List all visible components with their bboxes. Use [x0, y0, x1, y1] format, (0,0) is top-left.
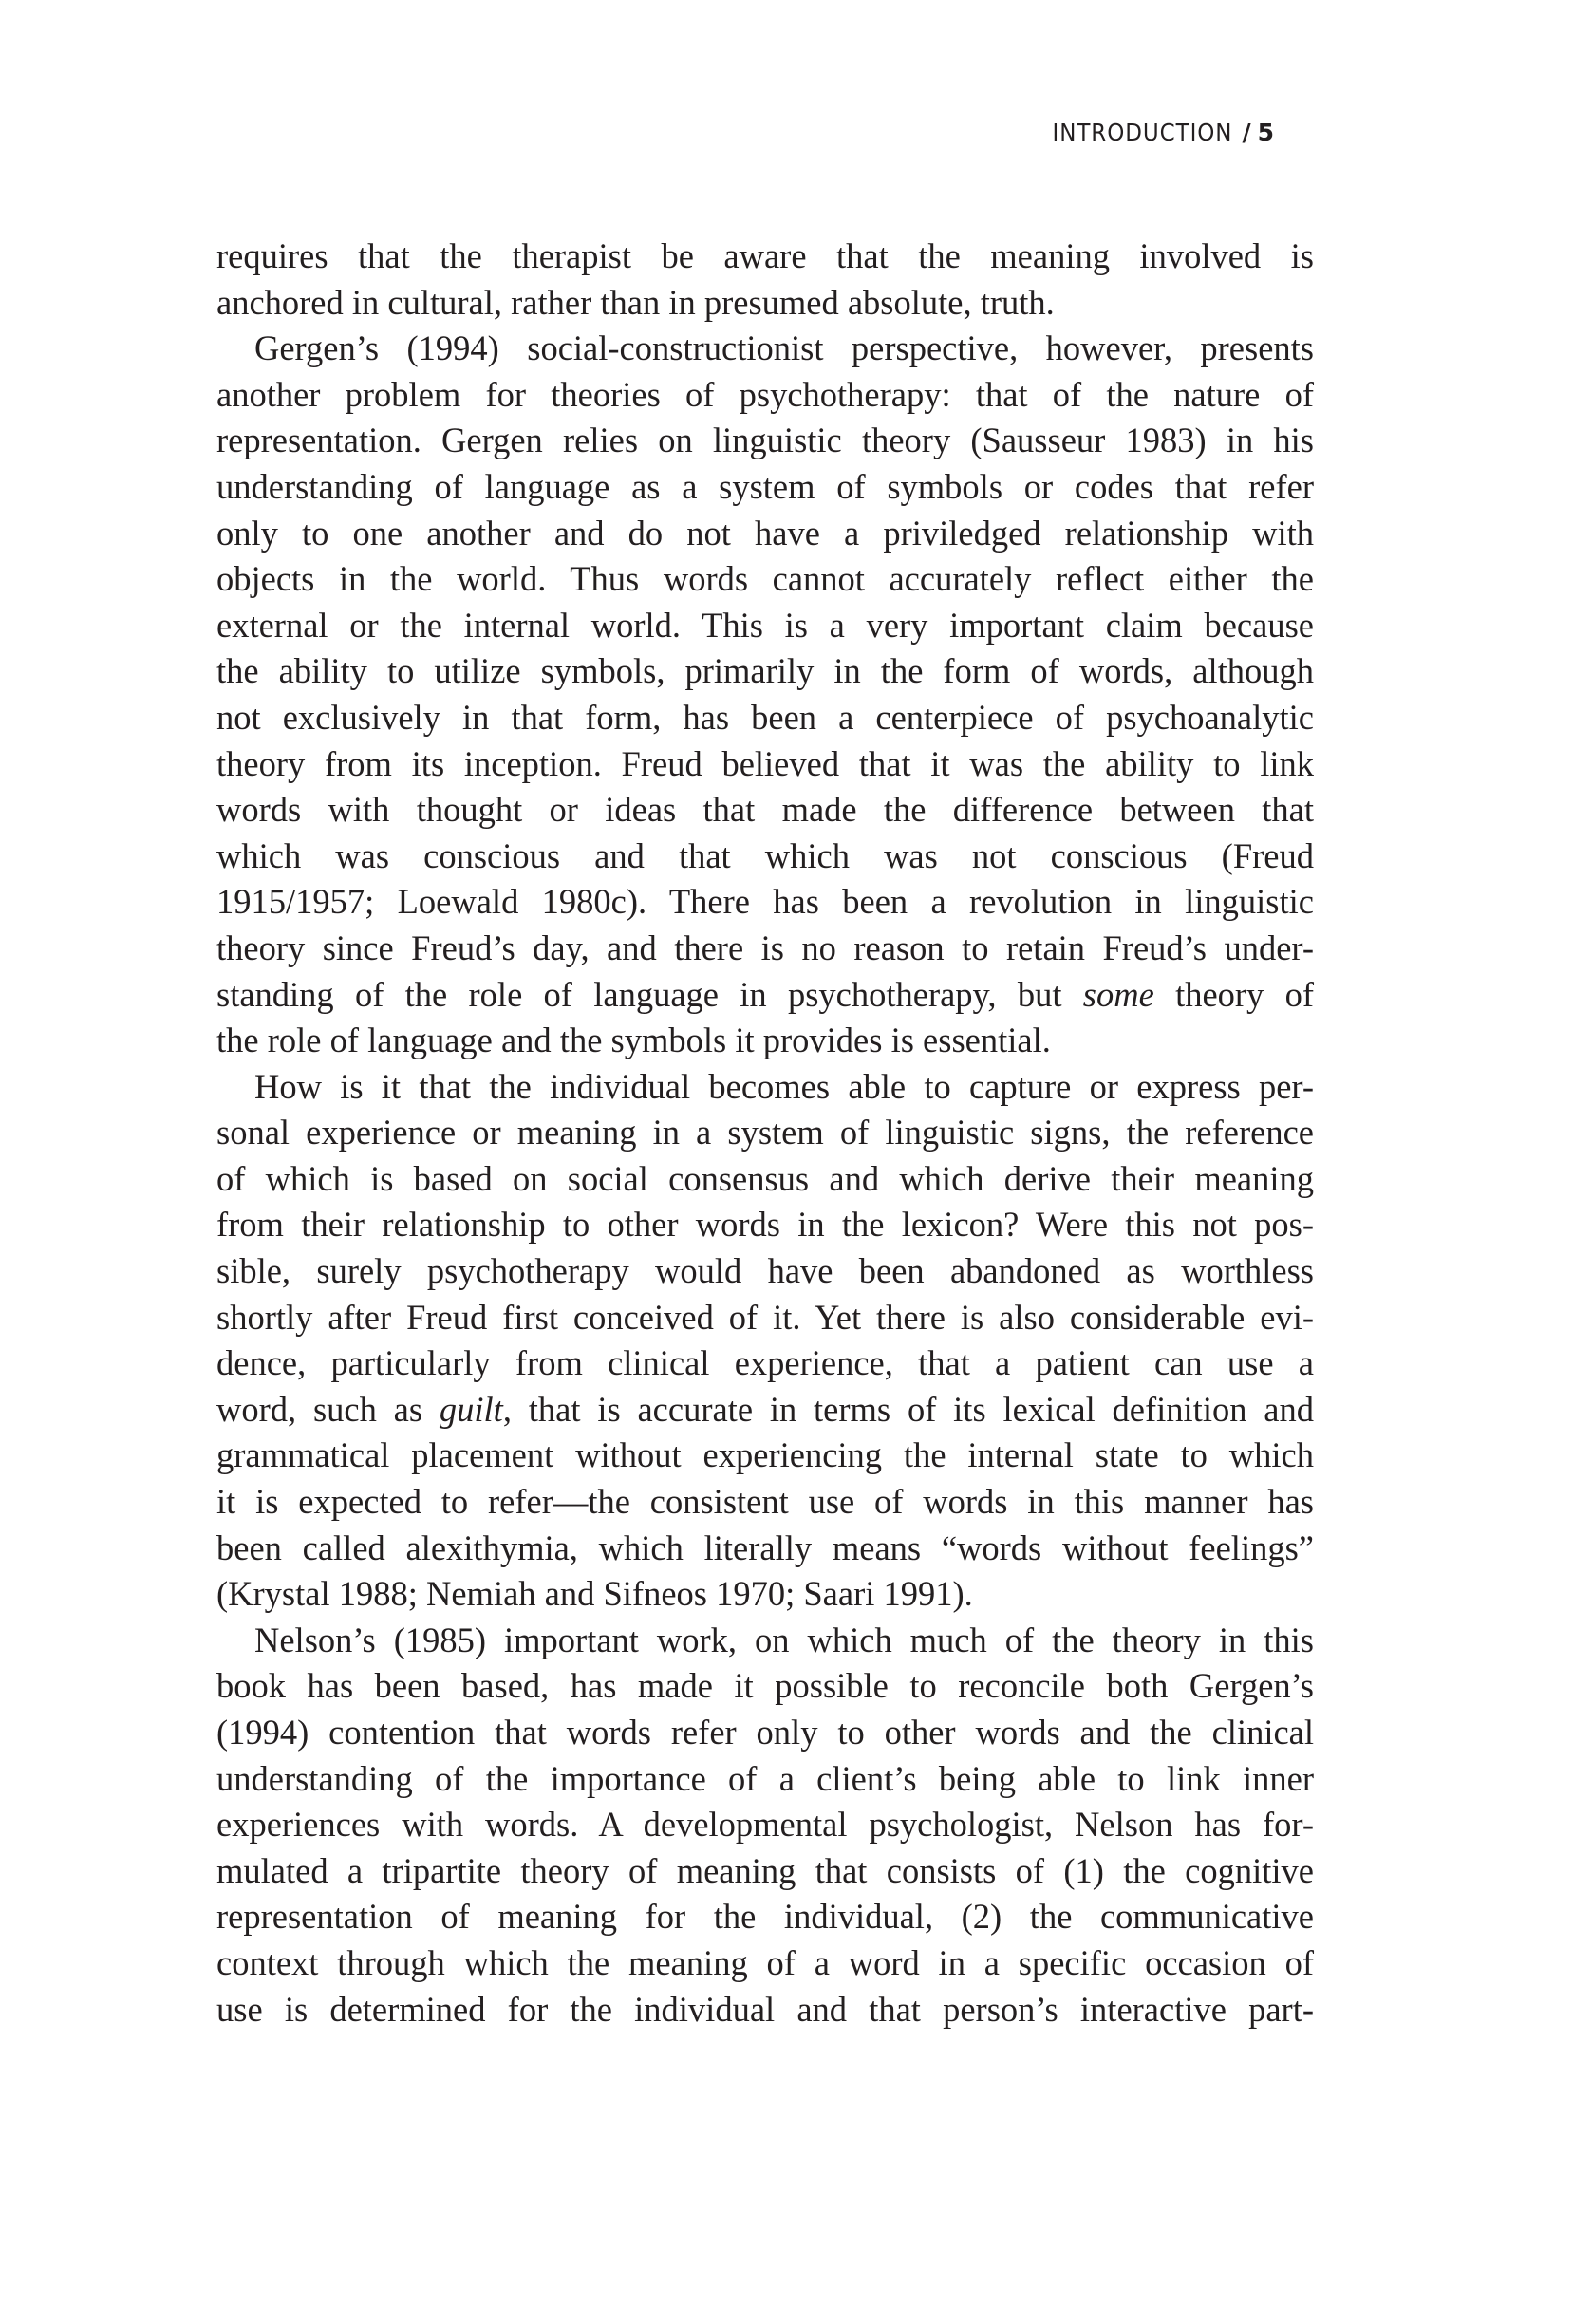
text-line: been called alexithymia, which literally means “words without feelings”	[216, 1527, 1314, 1567]
text-line: it is expected to refer—the consistent use of words in this manner has	[216, 1482, 1314, 1522]
paragraph	[216, 1618, 1314, 2033]
paragraph	[216, 326, 1314, 1064]
running-head	[1037, 121, 1275, 144]
text-line: requires that the therapist be aware that the meaning involved is	[216, 236, 1314, 275]
text-line: sonal experience or meaning in a system of linguistic signs, the reference	[216, 1113, 1314, 1153]
text-line: not exclusively in that form, has been a centerpiece of psychoanalytic	[216, 697, 1314, 737]
text-line: understanding of language as a system of symbols or codes that refer	[216, 466, 1314, 506]
text-line: How is it that the individual becomes able to capture or express per-	[254, 1066, 1314, 1106]
text-line: representation of meaning for the individual, (2) the communicative	[216, 1897, 1314, 1937]
text-line: which was conscious and that which was not conscious (Freud	[216, 835, 1314, 875]
paragraph	[216, 1064, 1314, 1618]
text-line: external or the internal world. This is a very important claim because	[216, 605, 1314, 645]
text-line: representation. Gergen relies on linguistic theory (Sausseur 1983) in his	[216, 421, 1314, 460]
text-line: from their relationship to other words in the lexicon? Were this not pos-	[216, 1205, 1314, 1245]
text-line: shortly after Freud first conceived of it. Yet there is also considerable evi-	[216, 1297, 1314, 1337]
running-head-section: INTRODUCTION	[1052, 119, 1233, 146]
text-line: book has been based, has made it possible to reconcile both Gergen’s	[216, 1666, 1314, 1706]
text-line: objects in the world. Thus words cannot accurately reflect either the	[216, 559, 1314, 599]
text-line: the ability to utilize symbols, primarily in the form of words, although	[216, 651, 1314, 691]
text-line: 1915/1957; Loewald 1980c). There has been a revolution in linguistic	[216, 882, 1314, 922]
text-line: the role of language and the symbols it provides is essential.	[216, 1021, 1051, 1060]
text-line: (1994) contention that words refer only to other words and the clinical	[216, 1713, 1314, 1752]
text-line: experiences with words. A developmental psychologist, Nelson has for-	[216, 1805, 1314, 1845]
text-line: dence, particularly from clinical experience, that a patient can use a	[216, 1343, 1314, 1383]
text-line: anchored in cultural, rather than in presumed absolute, truth.	[216, 282, 1055, 322]
text-line: of which is based on social consensus and which derive their meaning	[216, 1158, 1314, 1198]
body-text	[216, 234, 1314, 2033]
text-line: theory from its inception. Freud believed that it was the ability to link	[216, 743, 1314, 783]
text-line: mulated a tripartite theory of meaning that consists of (1) the cognitive	[216, 1850, 1314, 1890]
text-line: understanding of the importance of a client’s being able to link inner	[216, 1758, 1314, 1798]
text-line: sible, surely psychotherapy would have been abandoned as worthless	[216, 1251, 1314, 1291]
text-line: theory since Freud’s day, and there is no reason to retain Freud’s under-	[216, 928, 1314, 967]
emphasis: some	[1082, 974, 1154, 1014]
text-line: (Krystal 1988; Nemiah and Sifneos 1970; Saari 1991).	[216, 1574, 973, 1614]
text-line: standing of the role of language in psychotherapy, but some theory of	[216, 974, 1314, 1014]
text-line: grammatical placement without experiencing the internal state to which	[216, 1435, 1314, 1475]
paragraph	[216, 234, 1314, 326]
text-line: use is determined for the individual and that person’s interactive part-	[216, 1989, 1314, 2029]
text-line: Nelson’s (1985) important work, on which much of the theory in this	[254, 1620, 1314, 1659]
text-line: only to one another and do not have a priviledged relationship with	[216, 513, 1314, 553]
page-number: 5	[1257, 119, 1275, 146]
text-line: another problem for theories of psychotherapy: that of the nature of	[216, 374, 1314, 414]
text-line: context through which the meaning of a word in a specific occasion of	[216, 1942, 1314, 1982]
text-line: words with thought or ideas that made the difference between that	[216, 790, 1314, 830]
running-head-separator: /	[1242, 119, 1252, 146]
text-line: Gergen’s (1994) social-constructionist perspective, however, presents	[254, 328, 1314, 368]
emphasis: guilt	[439, 1389, 503, 1429]
text-line: word, such as guilt, that is accurate in terms of its lexical definition and	[216, 1389, 1314, 1429]
